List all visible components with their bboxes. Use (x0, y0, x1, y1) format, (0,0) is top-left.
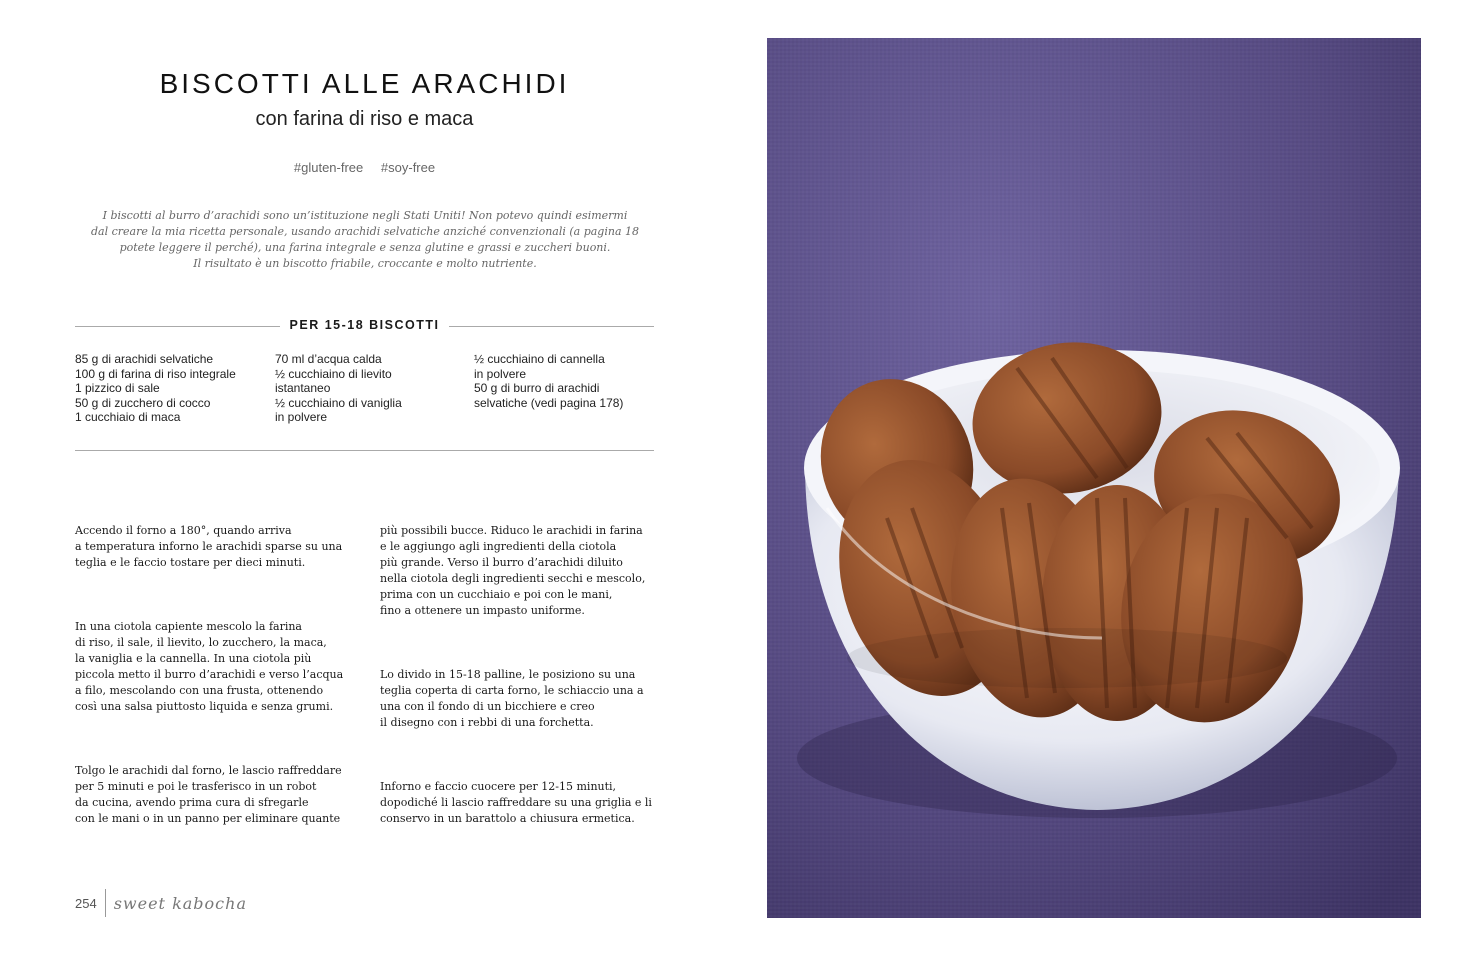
method-line: di riso, il sale, il lievito, lo zucchero, la maca, (75, 636, 327, 649)
ingredients-column-1 (75, 352, 265, 425)
method-line: più grande. Verso il burro d’arachidi diluito (380, 556, 623, 569)
ingredient-line: 1 cucchiaio di maca (75, 410, 181, 424)
method-column-left (75, 507, 365, 843)
servings-label: PER 15-18 BISCOTTI (280, 318, 450, 332)
method-line: più possibili bucce. Riduco le arachidi in farina (380, 524, 643, 537)
method-line: conservo in un barattolo a chiusura ermetica. (380, 812, 635, 825)
ingredient-line: in polvere (275, 410, 328, 424)
ingredient-line: 70 ml d’acqua calda (275, 352, 382, 366)
recipe-intro (80, 208, 650, 272)
method-line: Accendo il forno a 180°, quando arriva (75, 524, 292, 537)
method-line: così una salsa piuttosto liquida e senza grumi. (75, 700, 334, 713)
method-line: il disegno con i rebbi di una forchetta. (380, 716, 594, 729)
ingredient-line: in polvere (474, 366, 527, 381)
method-line: con le mani o in un panno per eliminare quante (75, 812, 341, 825)
ingredient-line: selvatiche (vedi pagina 178) (474, 395, 624, 410)
method-line: teglia e le faccio tostare per dieci minuti. (75, 556, 306, 569)
intro-line: potete leggere il perché), una farina integrale e senza glutine e grassi e zuccheri buoni. (119, 241, 611, 254)
ingredient-line: ½ cucchiaino di lievito (275, 366, 392, 381)
ingredient-line: 50 g di zucchero di cocco (75, 395, 211, 410)
recipe-title: BISCOTTI ALLE ARACHIDI (159, 68, 570, 99)
method-line: a filo, mescolando con una frusta, ottenendo (75, 684, 324, 697)
method-line: prima con un cucchiaio e poi con le mani, (380, 588, 613, 601)
method-line: Lo divido in 15-18 palline, le posiziono su una (380, 668, 636, 681)
recipe-tags (75, 160, 654, 175)
method-line: la vaniglia e la cannella. In una ciotola più (75, 652, 312, 665)
page-footer (75, 888, 247, 918)
method-line: dopodiché li lascio raffreddare su una griglia e li (380, 796, 652, 809)
ingredient-line: istantaneo (275, 381, 331, 395)
ingredients-column-3 (474, 352, 654, 410)
ingredient-line: 1 pizzico di sale (75, 381, 160, 395)
method-line: Tolgo le arachidi dal forno, le lascio raffreddare (75, 764, 342, 777)
intro-line: I biscotti al burro d’arachidi sono un’istituzione negli Stati Uniti! Non potevo quindi esimermi (102, 209, 628, 222)
method-line: una con il fondo di un bicchiere e creo (380, 700, 595, 713)
servings-heading (75, 318, 654, 332)
method-line: fino a ottenere un impasto uniforme. (380, 604, 585, 617)
method-line: teglia coperta di carta forno, le schiaccio una a (380, 684, 644, 697)
ingredient-line: ½ cucchiaino di cannella (474, 352, 605, 366)
ingredient-line: 100 g di farina di riso integrale (75, 366, 236, 381)
photo-illustration (767, 38, 1421, 918)
method-line: Inforno e faccio cuocere per 12-15 minuti, (380, 780, 617, 793)
ingredient-line: 50 g di burro di arachidi (474, 381, 600, 395)
method-line: da cucina, avendo prima cura di sfregarle (75, 796, 309, 809)
recipe-subtitle: con farina di riso e maca (255, 108, 474, 130)
method-line: e le aggiungo agli ingredienti della ciotola (380, 540, 617, 553)
brand-name: sweet kabocha (113, 893, 247, 913)
method-line: a temperatura inforno le arachidi sparse su una (75, 540, 343, 553)
tag-gluten-free: #gluten-free (293, 160, 364, 175)
method-line: per 5 minuti e poi le trasferisco in un robot (75, 780, 317, 793)
cookies-bowl-photo (767, 38, 1421, 918)
ingredient-line: ½ cucchiaino di vaniglia (275, 395, 402, 410)
intro-line: Il risultato è un biscotto friabile, croccante e molto nutriente. (193, 257, 537, 270)
method-line: nella ciotola degli ingredienti secchi e mescolo, (380, 572, 646, 585)
tag-soy-free: #soy-free (380, 160, 436, 175)
ingredients-bottom-divider (75, 450, 654, 451)
ingredients-column-2 (275, 352, 465, 425)
method-line: piccola metto il burro d’arachidi e verso l’acqua (75, 668, 344, 681)
intro-line: dal creare la mia ricetta personale, usando arachidi selvatiche anziché convenzionali (a pagina 18 (90, 225, 640, 238)
footer-separator (105, 889, 106, 917)
method-column-right (380, 507, 660, 843)
ingredient-line: 85 g di arachidi selvatiche (75, 352, 214, 366)
page-number: 254 (75, 895, 97, 911)
method-line: In una ciotola capiente mescolo la farina (75, 620, 302, 633)
